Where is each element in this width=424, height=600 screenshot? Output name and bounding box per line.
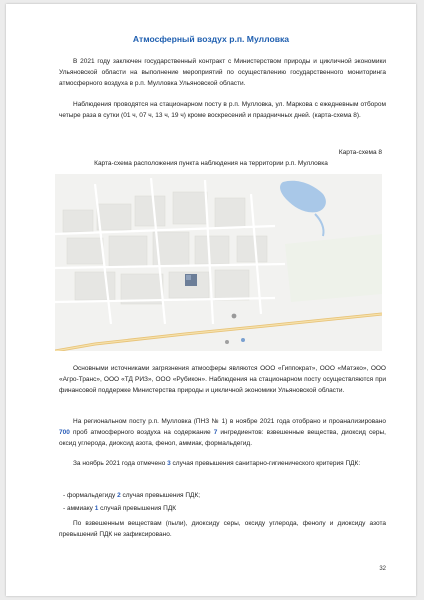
map-description-caption: Карта-схема расположения пункта наблюдения на территории р.п. Мулловка bbox=[94, 160, 328, 167]
list-item-suffix: случай превышения ПДК bbox=[98, 505, 177, 512]
ingredients-count: 7 bbox=[213, 428, 218, 436]
map-number-caption: Карта-схема 8 bbox=[338, 149, 382, 156]
samples-text-start: На региональном посту р.п. Мулловка (ПНЗ № 1) в ноябре 2021 года отобрано и проанализировано bbox=[73, 418, 386, 425]
sources-paragraph: Основными источниками загрязнения атмосферы являются ООО «Гиппократ», ООО «Матэко», ООО «Агро-Транс», ООО «ТД РИЗ», ООО «Рубикон». Наблюдения на стационарном посту осуществляются при финансовой поддержке Министерства природы и цикличной экономики Ульяновской области. bbox=[59, 365, 386, 394]
list-item-count: 2 bbox=[117, 492, 121, 499]
exceedances-text-end: случая превышения санитарно-гигиенического критерия ПДК: bbox=[170, 460, 361, 467]
intro-paragraph-1: В 2021 году заключен государственный контракт с Министерством природы и цикличной экономики Ульяновской области на выполнение мероприятий по осуществлению государственного мониторинга атмосферного воздуха в р.п. Мулловка Ульяновской области. bbox=[59, 58, 386, 87]
list-item-count: 1 bbox=[94, 505, 99, 512]
page-number: 32 bbox=[379, 566, 386, 572]
samples-paragraph bbox=[59, 417, 386, 449]
map-graphic bbox=[55, 174, 382, 351]
samples-text-middle: проб атмосферного воздуха на содержание bbox=[69, 428, 214, 436]
page-title: Атмосферный воздух р.п. Мулловка bbox=[132, 34, 290, 44]
location-map bbox=[55, 174, 382, 351]
poi-icon bbox=[232, 314, 237, 319]
list-item-text: - аммиаку bbox=[63, 505, 95, 512]
samples-text-end: ингредиентов: взвешенные вещества, диоксид серы, оксид углерода, диоксид азота, фенол, аммиак, формальдегид. bbox=[59, 428, 386, 447]
samples-count: 700 bbox=[59, 428, 70, 436]
list-item-text: - формальдегиду bbox=[63, 492, 118, 499]
document-page bbox=[6, 4, 416, 596]
list-item bbox=[63, 492, 200, 499]
exceedances-text-start: За ноябрь 2021 года отмечено bbox=[73, 460, 168, 467]
exceedances-paragraph bbox=[59, 459, 386, 470]
poi-icon bbox=[241, 338, 245, 342]
no-exceedances-paragraph: По взвешенным веществам (пыли), диоксиду серы, оксиду углерода, фенолу и диоксиду азота превышений ПДК не зафиксировано. bbox=[59, 520, 386, 538]
list-item-suffix: случая превышения ПДК; bbox=[120, 492, 201, 499]
poi-icon bbox=[225, 340, 229, 344]
list-item bbox=[63, 505, 176, 512]
exceedances-count: 3 bbox=[167, 460, 171, 467]
intro-paragraph-2: Наблюдения проводятся на стационарном посту в р.п. Мулловка, ул. Маркова с ежедневным отбором четыре раза в сутки (01 ч, 07 ч, 13 ч, 19 ч) кроме воскресений и праздничных дней. (карта-схема 8). bbox=[59, 101, 386, 119]
